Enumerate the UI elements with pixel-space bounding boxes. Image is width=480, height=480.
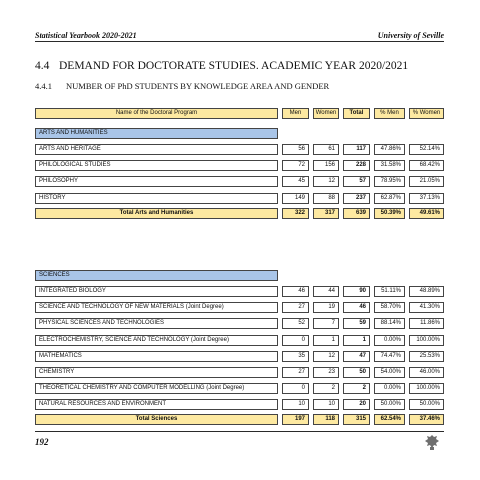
cell-pct-women: 50.00% xyxy=(409,399,444,410)
program-name: ELECTROCHEMISTRY, SCIENCE AND TECHNOLOGY (Joint Degree) xyxy=(35,335,278,346)
cell-women: 12 xyxy=(313,351,339,362)
cell-men: 52 xyxy=(282,318,309,329)
program-name: MATHEMATICS xyxy=(35,351,278,362)
cell-pct-women: 11.86% xyxy=(409,318,444,329)
subsection-number: 4.4.1 xyxy=(35,81,52,91)
cell-pct-men: 62.87% xyxy=(374,193,405,204)
group-label: SCIENCES xyxy=(35,270,278,281)
cell-pct-women: 52.14% xyxy=(409,144,444,155)
section-title: DEMAND FOR DOCTORATE STUDIES. ACADEMIC YEAR 2020/2021 xyxy=(59,60,409,72)
group-label: ARTS AND HUMANITIES xyxy=(35,128,278,139)
cell-total: 90 xyxy=(343,286,370,297)
cell-women: 7 xyxy=(313,318,339,329)
cell-women: 156 xyxy=(313,160,339,171)
cell-pct-men: 0.00% xyxy=(374,383,405,394)
program-name: SCIENCE AND TECHNOLOGY OF NEW MATERIALS (Joint Degree) xyxy=(35,302,278,313)
subsection-title: NUMBER OF PhD STUDENTS BY KNOWLEDGE AREA AND GENDER xyxy=(66,81,330,91)
cell-total: 50 xyxy=(343,367,370,378)
cell-pct-men: 54.00% xyxy=(374,367,405,378)
cell-pct-men: 47.86% xyxy=(374,144,405,155)
cell-men: 0 xyxy=(282,335,309,346)
cell-men: 10 xyxy=(282,399,309,410)
cell-total: 59 xyxy=(343,318,370,329)
total-pct-men: 62.54% xyxy=(374,414,405,425)
column-header-pct-men: % Men xyxy=(374,108,405,119)
cell-total: 2 xyxy=(343,383,370,394)
cell-pct-men: 58.70% xyxy=(374,302,405,313)
cell-women: 10 xyxy=(313,399,339,410)
cell-women: 19 xyxy=(313,302,339,313)
total-pct-women: 37.46% xyxy=(409,414,444,425)
column-header-pct-women: % Women xyxy=(409,108,444,119)
cell-total: 237 xyxy=(343,193,370,204)
cell-women: 44 xyxy=(313,286,339,297)
cell-women: 61 xyxy=(313,144,339,155)
subsection-heading xyxy=(35,81,329,91)
total-men: 197 xyxy=(282,414,309,425)
cell-men: 46 xyxy=(282,286,309,297)
program-name: PHYSICAL SCIENCES AND TECHNOLOGIES xyxy=(35,318,278,329)
program-name: NATURAL RESOURCES AND ENVIRONMENT xyxy=(35,399,278,410)
cell-total: 46 xyxy=(343,302,370,313)
cell-pct-women: 37.13% xyxy=(409,193,444,204)
program-name: ARTS AND HERITAGE xyxy=(35,144,278,155)
cell-pct-women: 68.42% xyxy=(409,160,444,171)
total-pct-women: 49.61% xyxy=(409,208,444,219)
column-header-program: Name of the Doctoral Program xyxy=(35,108,278,119)
cell-women: 88 xyxy=(313,193,339,204)
cell-pct-men: 50.00% xyxy=(374,399,405,410)
footer-divider xyxy=(35,431,444,432)
column-header-men: Men xyxy=(282,108,309,119)
cell-total: 20 xyxy=(343,399,370,410)
cell-pct-women: 100.00% xyxy=(409,335,444,346)
cell-men: 35 xyxy=(282,351,309,362)
cell-pct-women: 48.89% xyxy=(409,286,444,297)
program-name: PHILOLOGICAL STUDIES xyxy=(35,160,278,171)
cell-pct-women: 46.00% xyxy=(409,367,444,378)
cell-pct-women: 100.00% xyxy=(409,383,444,394)
program-name: CHEMISTRY xyxy=(35,367,278,378)
program-name: INTEGRATED BIOLOGY xyxy=(35,286,278,297)
column-header-total: Total xyxy=(343,108,370,119)
program-name: PHILOSOPHY xyxy=(35,176,278,187)
cell-women: 23 xyxy=(313,367,339,378)
total-pct-men: 50.39% xyxy=(374,208,405,219)
cell-pct-women: 25.53% xyxy=(409,351,444,362)
cell-men: 149 xyxy=(282,193,309,204)
cell-pct-men: 74.47% xyxy=(374,351,405,362)
group-total-label: Total Sciences xyxy=(35,414,278,425)
cell-women: 2 xyxy=(313,383,339,394)
cell-women: 12 xyxy=(313,176,339,187)
group-total-label: Total Arts and Humanities xyxy=(35,208,278,219)
running-header-institution: University of Seville xyxy=(377,31,444,40)
cell-total: 47 xyxy=(343,351,370,362)
cell-total: 117 xyxy=(343,144,370,155)
cell-men: 0 xyxy=(282,383,309,394)
cell-pct-men: 31.58% xyxy=(374,160,405,171)
total-women: 118 xyxy=(313,414,339,425)
cell-total: 228 xyxy=(343,160,370,171)
cell-men: 45 xyxy=(282,176,309,187)
cell-men: 27 xyxy=(282,302,309,313)
university-seal-icon xyxy=(423,433,441,451)
total-women: 317 xyxy=(313,208,339,219)
running-header-title: Statistical Yearbook 2020-2021 xyxy=(35,31,137,40)
cell-men: 72 xyxy=(282,160,309,171)
cell-pct-men: 88.14% xyxy=(374,318,405,329)
program-name: THEORETICAL CHEMISTRY AND COMPUTER MODELLING (Joint Degree) xyxy=(35,383,278,394)
cell-total: 1 xyxy=(343,335,370,346)
total-total: 315 xyxy=(343,414,370,425)
cell-pct-women: 41.30% xyxy=(409,302,444,313)
cell-men: 56 xyxy=(282,144,309,155)
header-divider xyxy=(35,41,444,42)
cell-women: 1 xyxy=(313,335,339,346)
cell-pct-women: 21.05% xyxy=(409,176,444,187)
cell-pct-men: 51.11% xyxy=(374,286,405,297)
page-number: 192 xyxy=(35,437,49,447)
column-header-women: Women xyxy=(313,108,339,119)
cell-men: 27 xyxy=(282,367,309,378)
cell-total: 57 xyxy=(343,176,370,187)
section-number: 4.4 xyxy=(35,60,50,72)
program-name: HISTORY xyxy=(35,193,278,204)
section-heading xyxy=(35,60,408,72)
total-men: 322 xyxy=(282,208,309,219)
cell-pct-men: 0.00% xyxy=(374,335,405,346)
total-total: 639 xyxy=(343,208,370,219)
cell-pct-men: 78.95% xyxy=(374,176,405,187)
